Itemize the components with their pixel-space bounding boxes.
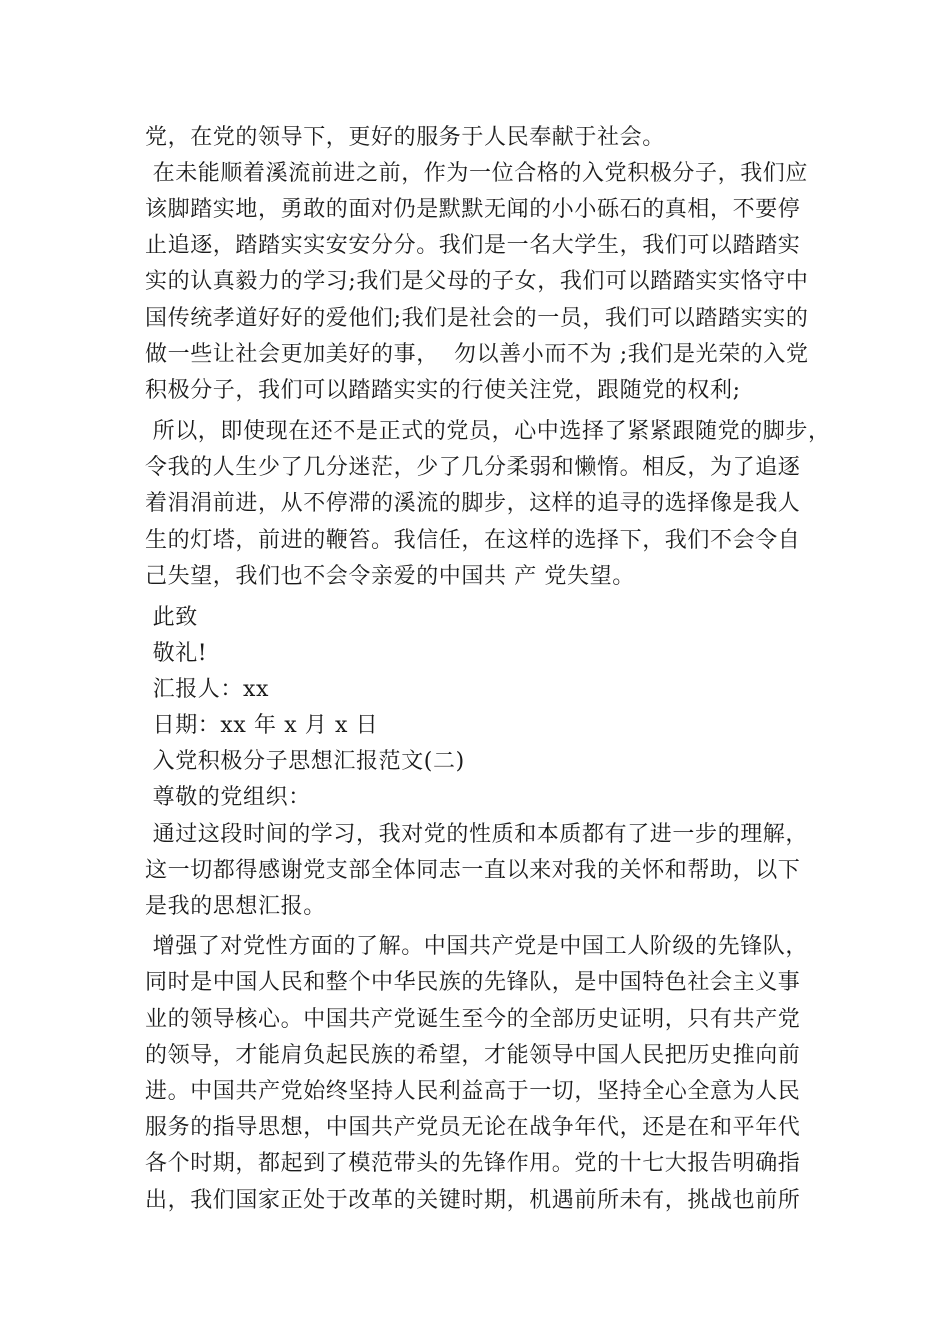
text-line: 通过这段时间的学习，我对党的性质和本质都有了进一步的理解， <box>145 822 808 847</box>
text-line: 增强了对党性方面的了解。中国共产党是中国工人阶级的先锋队， <box>145 934 808 959</box>
text-line: 这一切都得感谢党支部全体同志一直以来对我的关怀和帮助，以下 <box>145 858 801 883</box>
text-line: 同时是中国人民和整个中华民族的先锋队，是中国特色社会主义事 <box>145 970 801 995</box>
text-line: 党，在党的领导下，更好的服务于人民奉献于社会。 <box>145 125 665 150</box>
text-line: 在未能顺着溪流前进之前，作为一位合格的入党积极分子，我们应 <box>145 161 808 186</box>
text-line: 日期：xx 年 x 月 x 日 <box>145 713 379 738</box>
text-line: 业的领导核心。中国共产党诞生至今的全部历史证明，只有共产党 <box>145 1007 801 1032</box>
text-line: 己失望，我们也不会令亲爱的中国共 产 党失望。 <box>145 564 635 589</box>
text-line: 所以，即使现在还不是正式的党员，心中选择了紧紧跟随党的脚步， <box>145 419 831 444</box>
text-line: 着涓涓前进，从不停滞的溪流的脚步，这样的追寻的选择像是我人 <box>145 491 801 516</box>
text-line: 是我的思想汇报。 <box>145 894 326 919</box>
text-line: 汇报人：xx <box>145 677 270 702</box>
text-line: 该脚踏实地，勇敢的面对仍是默默无闻的小小砾石的真相，不要停 <box>145 197 801 222</box>
text-line: 敬礼! <box>145 641 208 666</box>
text-line: 令我的人生少了几分迷茫，少了几分柔弱和懒惰。相反，为了追逐 <box>145 455 801 480</box>
text-line: 做一些让社会更加美好的事， 勿以善小而不为 ;我们是光荣的入党 <box>145 342 809 367</box>
text-line: 的领导，才能肩负起民族的希望，才能领导中国人民把历史推向前 <box>145 1043 801 1068</box>
text-line: 生的灯塔，前进的鞭笞。我信任，在这样的选择下，我们不会令自 <box>145 528 801 553</box>
text-line: 各个时期，都起到了模范带头的先锋作用。党的十七大报告明确指 <box>145 1151 801 1176</box>
text-line: 出，我们国家正处于改革的关键时期，机遇前所未有，挑战也前所 <box>145 1188 801 1213</box>
text-line: 国传统孝道好好的爱他们;我们是社会的一员，我们可以踏踏实实的 <box>145 306 809 331</box>
text-line: 入党积极分子思想汇报范文(二) <box>145 749 465 774</box>
text-line: 实的认真毅力的学习;我们是父母的子女，我们可以踏踏实实恪守中 <box>145 269 809 294</box>
text-line: 积极分子，我们可以踏踏实实的行使关注党，跟随党的权利; <box>145 378 741 403</box>
text-line: 此致 <box>145 605 198 630</box>
text-line: 止追逐，踏踏实实安安分分。我们是一名大学生，我们可以踏踏实 <box>145 233 801 258</box>
text-line: 服务的指导思想，中国共产党员无论在战争年代，还是在和平年代 <box>145 1115 801 1140</box>
text-line: 尊敬的党组织： <box>145 785 311 810</box>
text-line: 进。中国共产党始终坚持人民利益高于一切，坚持全心全意为人民 <box>145 1079 801 1104</box>
